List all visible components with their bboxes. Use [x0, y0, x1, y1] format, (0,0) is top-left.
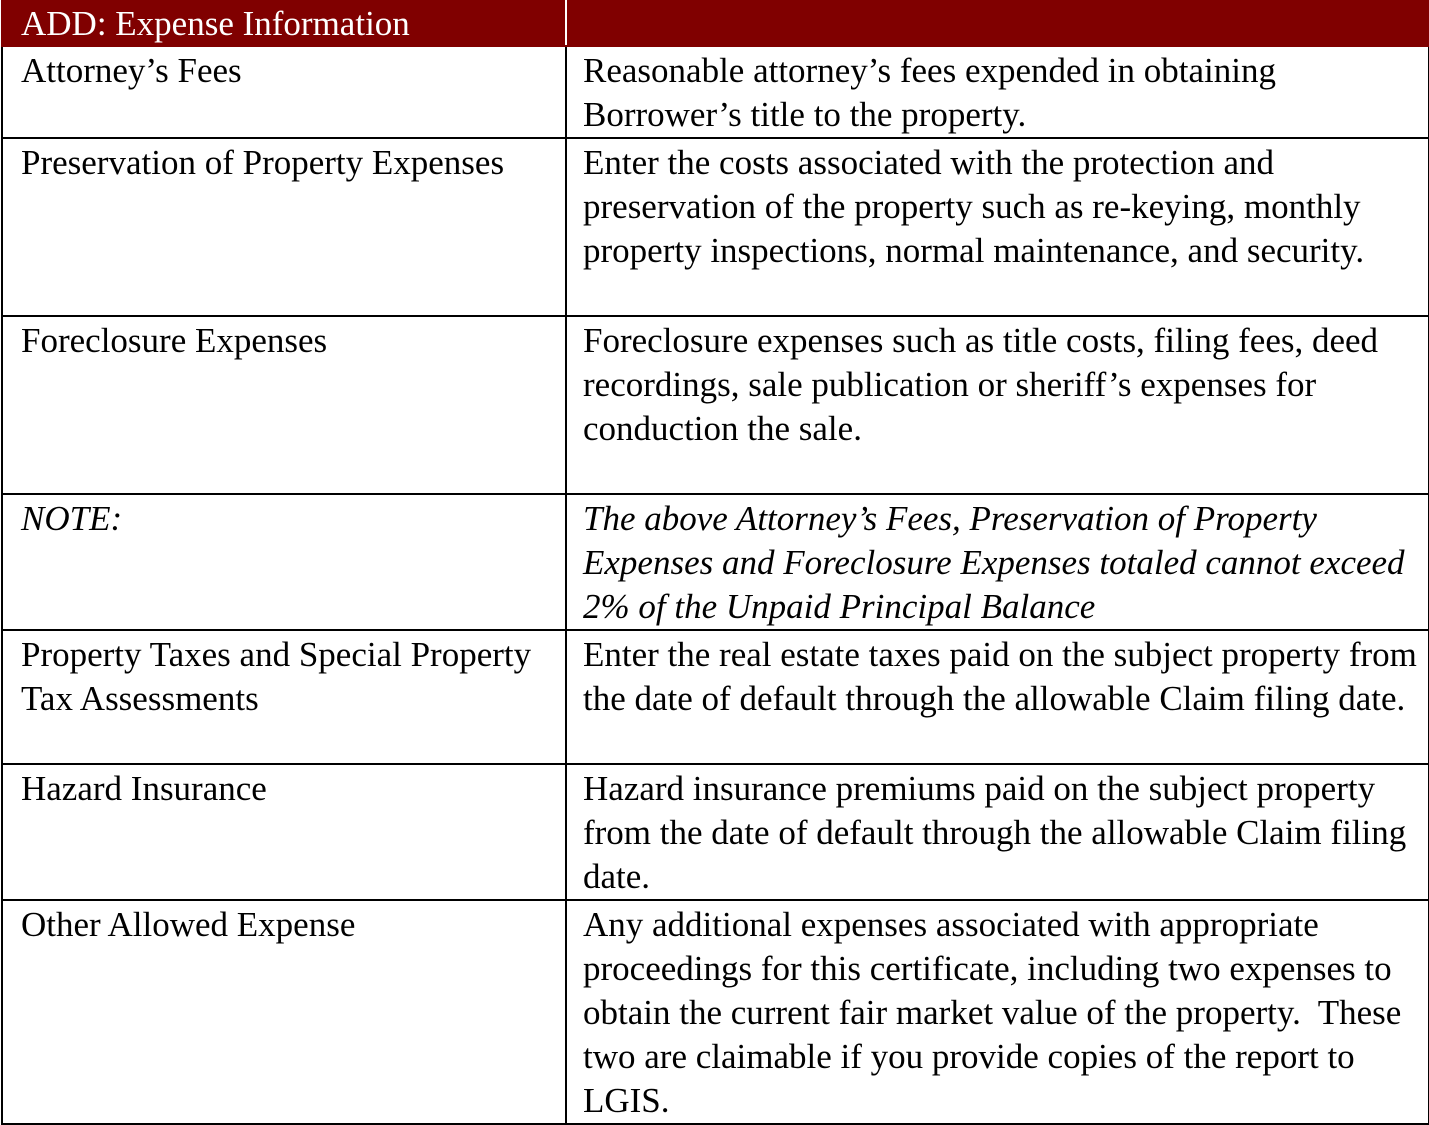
table-row-preservation-expenses	[2, 138, 1429, 316]
row-description: Enter the real estate taxes paid on the subject property from the date of default through the allowable Claim filing date.	[566, 630, 1429, 764]
table-row-hazard-insurance	[2, 764, 1429, 900]
row-description: Foreclosure expenses such as title costs, filing fees, deed recordings, sale publication or sheriff’s expenses for conduction the sale.	[566, 316, 1429, 494]
row-label: Hazard Insurance	[2, 764, 566, 900]
expense-information-table	[1, 0, 1429, 1125]
note-label: NOTE:	[2, 494, 566, 630]
row-label: Other Allowed Expense	[2, 900, 566, 1124]
table-row-note	[2, 494, 1429, 630]
table-header-blank	[566, 1, 1429, 46]
row-description: Any additional expenses associated with appropriate proceedings for this certificate, including two expenses to obtain the current fair market value of the property. These two are claimable if you provide copies of the report to LGIS.	[566, 900, 1429, 1124]
note-text: The above Attorney’s Fees, Preservation of Property Expenses and Foreclosure Expenses totaled cannot exceed 2% of the Unpaid Principal Balance	[566, 494, 1429, 630]
row-label: Foreclosure Expenses	[2, 316, 566, 494]
row-label: Property Taxes and Special Property Tax Assessments	[2, 630, 566, 764]
table-header-title: ADD: Expense Information	[2, 1, 566, 46]
row-label: Preservation of Property Expenses	[2, 138, 566, 316]
table-row-property-taxes	[2, 630, 1429, 764]
table-row-attorneys-fees	[2, 46, 1429, 138]
table-header-row	[2, 1, 1429, 46]
table-row-foreclosure-expenses	[2, 316, 1429, 494]
table-row-other-allowed-expense	[2, 900, 1429, 1124]
row-description: Hazard insurance premiums paid on the subject property from the date of default through the allowable Claim filing date.	[566, 764, 1429, 900]
row-description: Enter the costs associated with the protection and preservation of the property such as re-keying, monthly property inspections, normal maintenance, and security.	[566, 138, 1429, 316]
row-label: Attorney’s Fees	[2, 46, 566, 138]
row-description: Reasonable attorney’s fees expended in obtaining Borrower’s title to the property.	[566, 46, 1429, 138]
